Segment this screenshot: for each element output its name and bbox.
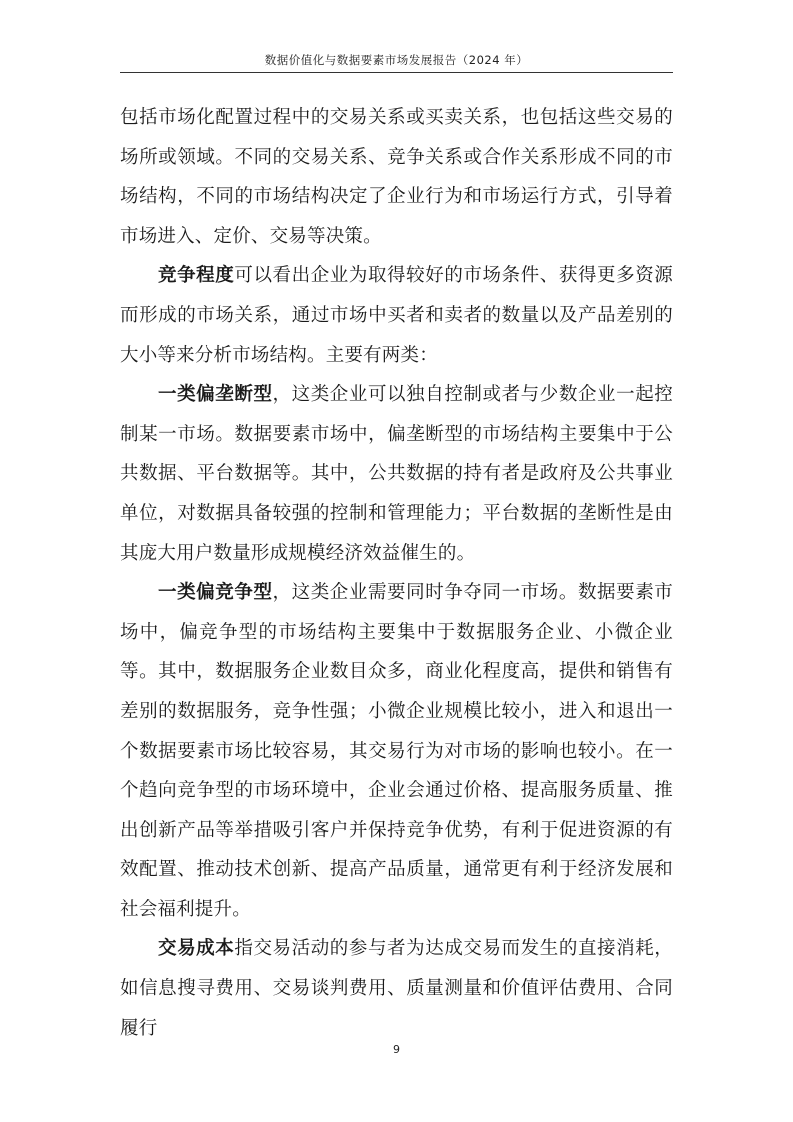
header-divider bbox=[120, 72, 673, 73]
page-number: 9 bbox=[393, 1043, 400, 1056]
paragraph-text: 可以看出企业为取得较好的市场条件、获得更多资源而形成的市场关系，通过市场中买者和卖者的数量以及产品差别的大小等来分析市场结构。主要有两类： bbox=[120, 265, 673, 366]
paragraph-continued bbox=[120, 98, 673, 256]
paragraph-text: ，这类企业可以独自控制或者与少数企业一起控制某一市场。数据要素市场中，偏垄断型的市场结构主要集中于公共数据、平台数据等。其中，公共数据的持有者是政府及公共事业单位，对数据具备较强的控制和管理能力；平台数据的垄断性是由其庞大用户数量形成规模经济效益催生的。 bbox=[120, 384, 673, 564]
term-competitive-type: 一类偏竞争型 bbox=[158, 582, 273, 604]
body-text bbox=[120, 98, 673, 1048]
paragraph-text: 指交易活动的参与者为达成交易而发生的直接消耗，如信息搜寻费用、交易谈判费用、质量测量和价值评估费用、合同履行 bbox=[120, 938, 673, 1039]
running-header: 数据价值化与数据要素市场发展报告（2024 年） bbox=[264, 53, 529, 67]
paragraph-text: 包括市场化配置过程中的交易关系或买卖关系，也包括这些交易的场所或领域。不同的交易关系、竞争关系或合作关系形成不同的市场结构，不同的市场结构决定了企业行为和市场运行方式，引导着市场进入、定价、交易等决策。 bbox=[120, 107, 673, 247]
paragraph-competition-degree bbox=[120, 256, 673, 375]
paragraph-monopoly-type bbox=[120, 375, 673, 573]
term-competition-degree: 竞争程度 bbox=[158, 265, 235, 287]
paragraph-transaction-cost bbox=[120, 929, 673, 1048]
term-transaction-cost: 交易成本 bbox=[158, 938, 235, 960]
paragraph-competitive-type bbox=[120, 573, 673, 929]
paragraph-text: ，这类企业需要同时争夺同一市场。数据要素市场中，偏竞争型的市场结构主要集中于数据服务企业、小微企业等。其中，数据服务企业数目众多，商业化程度高，提供和销售有差别的数据服务，竞争性强；小微企业规模比较小，进入和退出一个数据要素市场比较容易，其交易行为对市场的影响也较小。在一个趋向竞争型的市场环境中，企业会通过价格、提高服务质量、推出创新产品等举措吸引客户并保持竞争优势，有利于促进资源的有效配置、推动技术创新、提高产品质量，通常更有利于经济发展和社会福利提升。 bbox=[120, 582, 673, 920]
term-monopoly-type: 一类偏垄断型 bbox=[158, 384, 273, 406]
